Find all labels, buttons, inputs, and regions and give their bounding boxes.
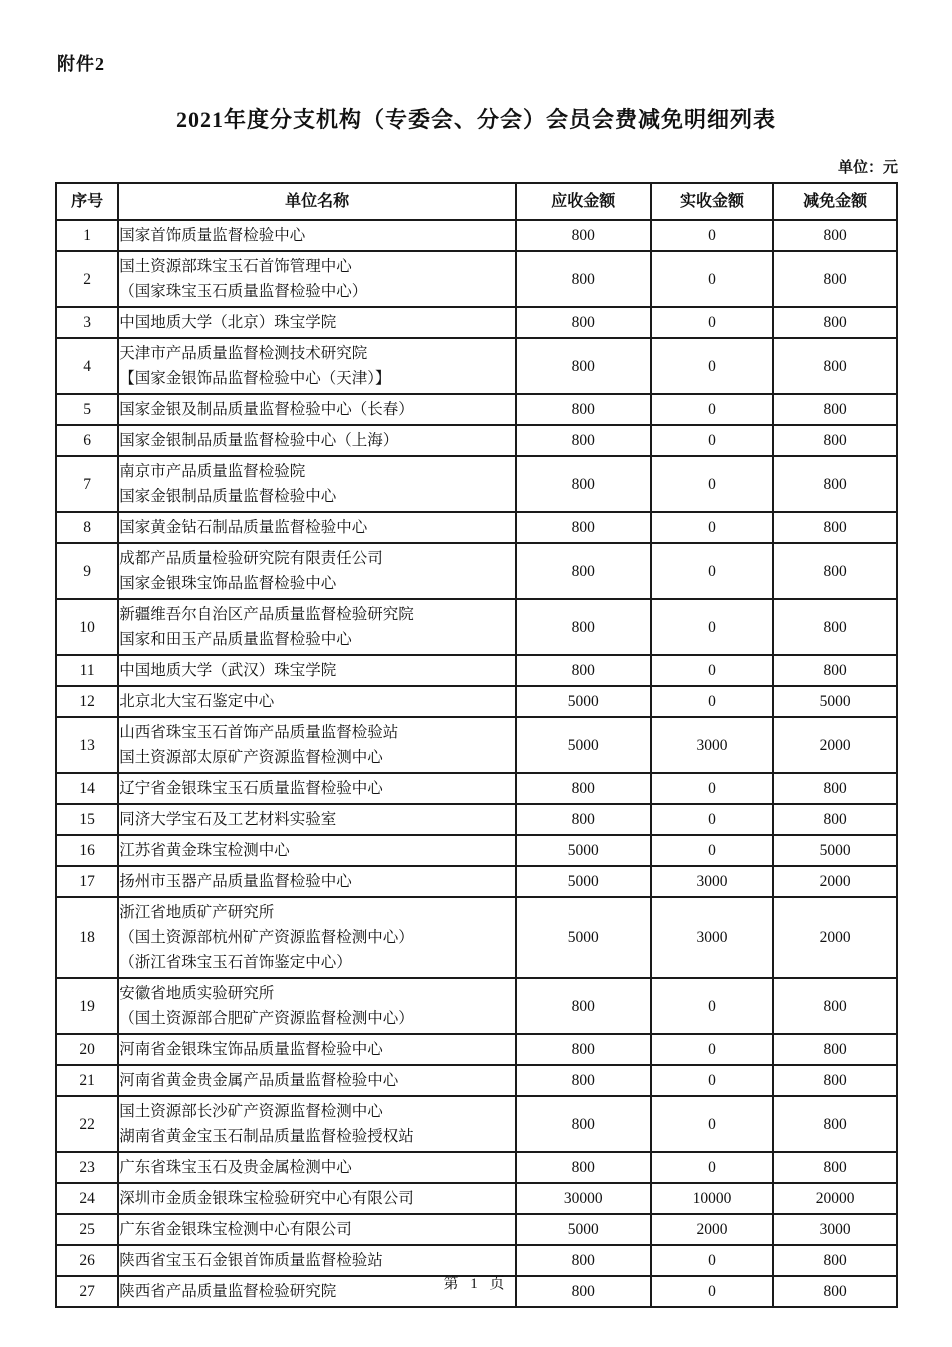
- table-row: [56, 220, 897, 251]
- unit-name-cell: [118, 835, 516, 866]
- unit-name-line: 山西省珠宝玉石首饰产品质量监督检验站: [119, 724, 399, 741]
- table-row: [56, 1152, 897, 1183]
- unit-name-cell: [118, 866, 516, 897]
- unit-name-cell: [118, 897, 516, 978]
- reduction-amount-cell: 800: [773, 773, 897, 804]
- unit-name-line: 湖南省黄金宝玉石制品质量监督检验授权站: [119, 1128, 414, 1145]
- received-amount-cell: 0: [651, 220, 774, 251]
- receivable-amount-cell: 800: [516, 1276, 651, 1307]
- reduction-amount-cell: 800: [773, 543, 897, 599]
- unit-name-cell: [118, 394, 516, 425]
- unit-name-cell: [118, 1065, 516, 1096]
- received-amount-cell: 0: [651, 773, 774, 804]
- unit-name-line: 浙江省地质矿产研究所: [119, 904, 275, 921]
- unit-name-cell: [118, 512, 516, 543]
- table-row: [56, 456, 897, 512]
- reduction-amount-cell: 5000: [773, 835, 897, 866]
- fee-reduction-table: [55, 182, 898, 1308]
- row-number-cell: 10: [56, 599, 118, 655]
- row-number-cell: 8: [56, 512, 118, 543]
- unit-name-cell: [118, 686, 516, 717]
- table-row: [56, 1096, 897, 1152]
- receivable-amount-cell: 800: [516, 338, 651, 394]
- reduction-amount-cell: 800: [773, 220, 897, 251]
- receivable-amount-cell: 800: [516, 804, 651, 835]
- reduction-amount-cell: 800: [773, 1065, 897, 1096]
- row-number-cell: 2: [56, 251, 118, 307]
- table-row: [56, 512, 897, 543]
- reduction-amount-cell: 800: [773, 338, 897, 394]
- table-row: [56, 773, 897, 804]
- unit-name-line: 中国地质大学（武汉）珠宝学院: [119, 662, 337, 679]
- unit-name-cell: [118, 599, 516, 655]
- unit-name-cell: [118, 717, 516, 773]
- reduction-amount-cell: 800: [773, 307, 897, 338]
- reduction-amount-cell: 3000: [773, 1214, 897, 1245]
- reduction-amount-cell: 2000: [773, 897, 897, 978]
- reduction-amount-cell: 800: [773, 425, 897, 456]
- received-amount-cell: 0: [651, 394, 774, 425]
- reduction-amount-cell: 800: [773, 978, 897, 1034]
- reduction-amount-cell: 2000: [773, 866, 897, 897]
- table-row: [56, 978, 897, 1034]
- table-row: [56, 1214, 897, 1245]
- received-amount-cell: 3000: [651, 866, 774, 897]
- reduction-amount-cell: 800: [773, 1034, 897, 1065]
- table-row: [56, 655, 897, 686]
- received-amount-cell: 0: [651, 686, 774, 717]
- received-amount-cell: 0: [651, 512, 774, 543]
- column-header-2: 应收金额: [516, 183, 651, 220]
- unit-name-cell: [118, 1034, 516, 1065]
- reduction-amount-cell: 800: [773, 655, 897, 686]
- column-header-4: 减免金额: [773, 183, 897, 220]
- unit-name-line: 扬州市玉器产品质量监督检验中心: [119, 873, 352, 890]
- attachment-label: 附件2: [57, 54, 105, 74]
- received-amount-cell: 0: [651, 978, 774, 1034]
- receivable-amount-cell: 800: [516, 425, 651, 456]
- reduction-amount-cell: 800: [773, 804, 897, 835]
- column-header-3: 实收金额: [651, 183, 774, 220]
- reduction-amount-cell: 800: [773, 512, 897, 543]
- row-number-cell: 18: [56, 897, 118, 978]
- row-number-cell: 6: [56, 425, 118, 456]
- row-number-cell: 22: [56, 1096, 118, 1152]
- unit-name-line: 江苏省黄金珠宝检测中心: [119, 842, 290, 859]
- unit-name-cell: [118, 1096, 516, 1152]
- table-row: [56, 599, 897, 655]
- received-amount-cell: 2000: [651, 1214, 774, 1245]
- row-number-cell: 12: [56, 686, 118, 717]
- received-amount-cell: 0: [651, 1034, 774, 1065]
- unit-name-cell: [118, 804, 516, 835]
- table-row: [56, 686, 897, 717]
- receivable-amount-cell: 800: [516, 512, 651, 543]
- unit-name-line: 安徽省地质实验研究所: [119, 985, 275, 1002]
- received-amount-cell: 0: [651, 1065, 774, 1096]
- row-number-cell: 13: [56, 717, 118, 773]
- row-number-cell: 26: [56, 1245, 118, 1276]
- received-amount-cell: 0: [651, 804, 774, 835]
- receivable-amount-cell: 800: [516, 773, 651, 804]
- received-amount-cell: 0: [651, 338, 774, 394]
- unit-name-line: 国家金银制品质量监督检验中心: [119, 488, 337, 505]
- table-row: [56, 1034, 897, 1065]
- unit-name-cell: [118, 978, 516, 1034]
- receivable-amount-cell: 800: [516, 978, 651, 1034]
- received-amount-cell: 0: [651, 1096, 774, 1152]
- unit-name-line: 陕西省宝玉石金银首饰质量监督检验站: [119, 1252, 383, 1269]
- received-amount-cell: 0: [651, 425, 774, 456]
- receivable-amount-cell: 5000: [516, 897, 651, 978]
- unit-name-cell: [118, 1183, 516, 1214]
- unit-name-cell: [118, 655, 516, 686]
- receivable-amount-cell: 800: [516, 307, 651, 338]
- receivable-amount-cell: 5000: [516, 835, 651, 866]
- unit-name-line: 北京北大宝石鉴定中心: [119, 693, 275, 710]
- row-number-cell: 7: [56, 456, 118, 512]
- reduction-amount-cell: 800: [773, 394, 897, 425]
- received-amount-cell: 3000: [651, 717, 774, 773]
- unit-name-line: 国家黄金钻石制品质量监督检验中心: [119, 519, 368, 536]
- row-number-cell: 25: [56, 1214, 118, 1245]
- row-number-cell: 20: [56, 1034, 118, 1065]
- unit-name-line: 【国家金银饰品监督检验中心（天津）】: [119, 370, 391, 387]
- receivable-amount-cell: 5000: [516, 686, 651, 717]
- unit-name-line: 同济大学宝石及工艺材料实验室: [119, 811, 337, 828]
- received-amount-cell: 0: [651, 1152, 774, 1183]
- unit-name-cell: [118, 1214, 516, 1245]
- unit-name-line: 深圳市金质金银珠宝检验研究中心有限公司: [119, 1190, 414, 1207]
- unit-name-cell: [118, 773, 516, 804]
- unit-name-cell: [118, 220, 516, 251]
- unit-name-line: （国土资源部杭州矿产资源监督检测中心）: [119, 929, 414, 946]
- table-row: [56, 251, 897, 307]
- unit-note: 单位：元: [837, 160, 898, 176]
- reduction-amount-cell: 20000: [773, 1183, 897, 1214]
- unit-name-cell: [118, 543, 516, 599]
- unit-name-line: 国家金银及制品质量监督检验中心（长春）: [119, 401, 414, 418]
- unit-name-line: 陕西省产品质量监督检验研究院: [119, 1283, 337, 1300]
- received-amount-cell: 0: [651, 1276, 774, 1307]
- table-row: [56, 897, 897, 978]
- reduction-amount-cell: 800: [773, 251, 897, 307]
- unit-name-cell: [118, 251, 516, 307]
- unit-name-line: 国家金银制品质量监督检验中心（上海）: [119, 432, 399, 449]
- unit-name-cell: [118, 456, 516, 512]
- unit-name-line: 南京市产品质量监督检验院: [119, 463, 306, 480]
- unit-name-line: 广东省珠宝玉石及贵金属检测中心: [119, 1159, 352, 1176]
- unit-name-line: 国家和田玉产品质量监督检验中心: [119, 631, 352, 648]
- row-number-cell: 24: [56, 1183, 118, 1214]
- table-row: [56, 804, 897, 835]
- unit-name-line: 广东省金银珠宝检测中心有限公司: [119, 1221, 352, 1238]
- reduction-amount-cell: 5000: [773, 686, 897, 717]
- reduction-amount-cell: 800: [773, 1276, 897, 1307]
- receivable-amount-cell: 800: [516, 1245, 651, 1276]
- unit-name-line: （国家珠宝玉石质量监督检验中心）: [119, 283, 368, 300]
- table-row: [56, 307, 897, 338]
- table-row: [56, 1183, 897, 1214]
- received-amount-cell: 0: [651, 835, 774, 866]
- table-row: [56, 394, 897, 425]
- unit-name-line: 新疆维吾尔自治区产品质量监督检验研究院: [119, 606, 414, 623]
- unit-name-line: 成都产品质量检验研究院有限责任公司: [119, 550, 383, 567]
- table-row: [56, 866, 897, 897]
- received-amount-cell: 0: [651, 307, 774, 338]
- receivable-amount-cell: 800: [516, 1034, 651, 1065]
- unit-name-line: 国家首饰质量监督检验中心: [119, 227, 306, 244]
- unit-name-line: 河南省金银珠宝饰品质量监督检验中心: [119, 1041, 383, 1058]
- receivable-amount-cell: 5000: [516, 717, 651, 773]
- receivable-amount-cell: 800: [516, 394, 651, 425]
- reduction-amount-cell: 800: [773, 599, 897, 655]
- received-amount-cell: 0: [651, 1245, 774, 1276]
- unit-name-line: 河南省黄金贵金属产品质量监督检验中心: [119, 1072, 399, 1089]
- reduction-amount-cell: 800: [773, 1245, 897, 1276]
- table-row: [56, 717, 897, 773]
- receivable-amount-cell: 800: [516, 220, 651, 251]
- unit-name-line: 中国地质大学（北京）珠宝学院: [119, 314, 337, 331]
- receivable-amount-cell: 800: [516, 543, 651, 599]
- receivable-amount-cell: 800: [516, 1152, 651, 1183]
- table-row: [56, 543, 897, 599]
- row-number-cell: 9: [56, 543, 118, 599]
- reduction-amount-cell: 800: [773, 456, 897, 512]
- row-number-cell: 15: [56, 804, 118, 835]
- row-number-cell: 21: [56, 1065, 118, 1096]
- receivable-amount-cell: 800: [516, 456, 651, 512]
- unit-name-cell: [118, 1152, 516, 1183]
- table-header-row: [56, 183, 897, 220]
- row-number-cell: 17: [56, 866, 118, 897]
- unit-name-cell: [118, 338, 516, 394]
- received-amount-cell: 0: [651, 655, 774, 686]
- unit-name-line: 辽宁省金银珠宝玉石质量监督检验中心: [119, 780, 383, 797]
- row-number-cell: 14: [56, 773, 118, 804]
- page-title: 2021年度分支机构（专委会、分会）会员会费减免明细列表: [175, 107, 776, 132]
- unit-name-line: 国土资源部太原矿产资源监督检测中心: [119, 749, 383, 766]
- page-number: 第 1 页: [443, 1276, 509, 1292]
- unit-name-cell: [118, 425, 516, 456]
- receivable-amount-cell: 800: [516, 1065, 651, 1096]
- received-amount-cell: 3000: [651, 897, 774, 978]
- row-number-cell: 19: [56, 978, 118, 1034]
- receivable-amount-cell: 800: [516, 1096, 651, 1152]
- row-number-cell: 1: [56, 220, 118, 251]
- unit-name-line: 国土资源部珠宝玉石首饰管理中心: [119, 258, 352, 275]
- received-amount-cell: 0: [651, 599, 774, 655]
- row-number-cell: 3: [56, 307, 118, 338]
- row-number-cell: 16: [56, 835, 118, 866]
- receivable-amount-cell: 800: [516, 251, 651, 307]
- unit-name-line: 国土资源部长沙矿产资源监督检测中心: [119, 1103, 383, 1120]
- row-number-cell: 4: [56, 338, 118, 394]
- row-number-cell: 5: [56, 394, 118, 425]
- row-number-cell: 11: [56, 655, 118, 686]
- table-row: [56, 1065, 897, 1096]
- receivable-amount-cell: 5000: [516, 1214, 651, 1245]
- unit-name-line: （国土资源部合肥矿产资源监督检测中心）: [119, 1010, 414, 1027]
- receivable-amount-cell: 30000: [516, 1183, 651, 1214]
- unit-name-line: 天津市产品质量监督检测技术研究院: [119, 345, 368, 362]
- row-number-cell: 27: [56, 1276, 118, 1307]
- table-row: [56, 835, 897, 866]
- received-amount-cell: 0: [651, 251, 774, 307]
- received-amount-cell: 0: [651, 543, 774, 599]
- received-amount-cell: 0: [651, 456, 774, 512]
- receivable-amount-cell: 800: [516, 655, 651, 686]
- unit-name-line: 国家金银珠宝饰品监督检验中心: [119, 575, 337, 592]
- column-header-1: 单位名称: [118, 183, 516, 220]
- receivable-amount-cell: 5000: [516, 866, 651, 897]
- reduction-amount-cell: 800: [773, 1152, 897, 1183]
- received-amount-cell: 10000: [651, 1183, 774, 1214]
- column-header-0: 序号: [56, 183, 118, 220]
- unit-name-line: （浙江省珠宝玉石首饰鉴定中心）: [119, 954, 352, 971]
- reduction-amount-cell: 800: [773, 1096, 897, 1152]
- unit-name-cell: [118, 307, 516, 338]
- table-row: [56, 425, 897, 456]
- table-row: [56, 338, 897, 394]
- receivable-amount-cell: 800: [516, 599, 651, 655]
- reduction-amount-cell: 2000: [773, 717, 897, 773]
- row-number-cell: 23: [56, 1152, 118, 1183]
